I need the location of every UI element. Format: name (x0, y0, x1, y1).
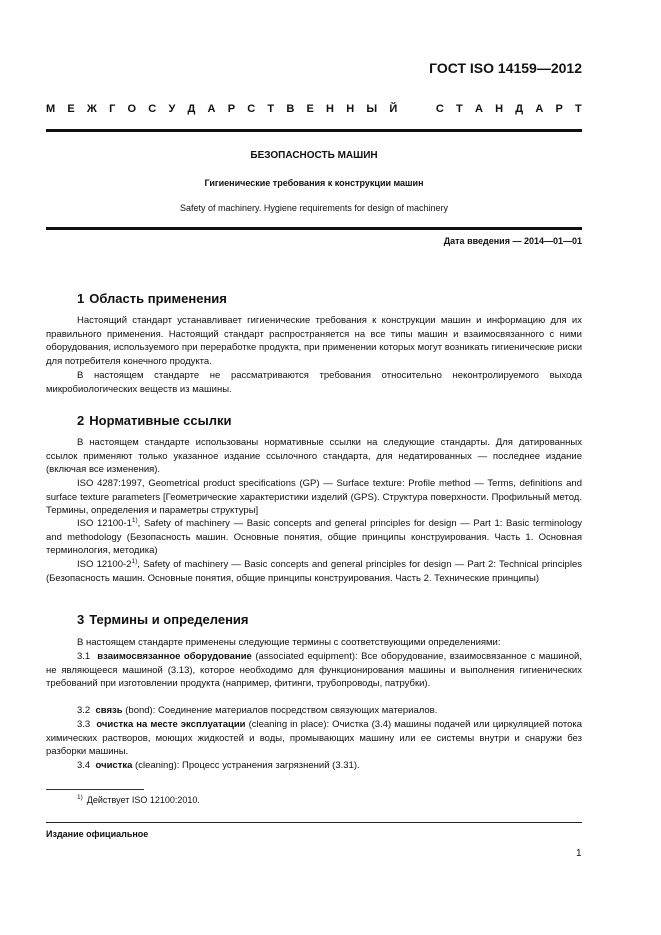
banner-letter: Д (515, 103, 524, 115)
ref-text: , Safety of machinery — Basic concepts and general principles for design — Part 1: Basic terminology and methodology (Безопасность машин. Основные понятия, общие принципы конструирования. Часть 1. Основная терминология, методика) (46, 518, 583, 557)
banner-letter: Р (227, 103, 236, 115)
interstate-standard-letters (46, 103, 582, 115)
introduction-date: Дата введения — 2014—01—01 (443, 236, 582, 246)
section-2-heading (77, 413, 231, 428)
banner-letter: О (127, 103, 137, 115)
banner-letter: А (535, 103, 544, 115)
term-3-4 (46, 759, 582, 773)
banner-letter: Ж (86, 103, 97, 115)
scope-paragraph-1: Настоящий стандарт устанавливает гигиенические требования к конструкции машин и информацию для их правильного применения. Настоящий стандарт распространяется на все типы машин и взаимосвязанного с ними оборудования, используемого при переработке продукта, при применении которых могут возникать гигиенические риски для потребителя конечного продукта. (46, 315, 582, 367)
standard-title-english: Safety of machinery. Hygiene requirements for design of machinery (180, 203, 448, 213)
official-edition-label: Издание официальное (46, 829, 149, 839)
page-number: 1 (576, 848, 582, 859)
term-number: 3.4 (77, 760, 91, 771)
banner-letter: Й (389, 103, 398, 115)
header-rule (46, 129, 582, 132)
section-3-heading (77, 612, 249, 627)
refs-paragraph-iso12100-1 (46, 517, 582, 558)
footnote-rule (46, 789, 144, 790)
section-number: 3 (77, 612, 85, 627)
refs-paragraph-iso4287: ISO 4287:1997, Geometrical product specifications (GP) — Surface texture: Profile method — Terms, definitions and surface texture parameters [Геометрические характеристики изделий (GPS). Структура поверхности. Профильный метод. Термины, определения и параметры структуры] (46, 478, 582, 517)
term-name: взаимосвязанное оборудование (97, 651, 252, 662)
banner-letter: Т (267, 103, 275, 115)
term-number: 3.3 (77, 719, 91, 730)
banner-letter: Т (575, 103, 582, 115)
standard-title: БЕЗОПАСНОСТЬ МАШИН (250, 150, 378, 161)
ref-text: , Safety of machinery — Basic concepts and general principles for design — Part 2: Technical principles (Безопасность машин. Основные понятия, общие принципы конструирования. Часть 2. Технические принципы) (46, 559, 582, 584)
section-1-heading (77, 291, 227, 306)
interstate-standard-banner (46, 103, 582, 115)
term-definition: (cleaning in place): Очистка (3.4) машины подачей или циркуляцией потока химических растворов, моющих жидкостей и воды, промывающих машину или ее системы внутри и снаружи без разборки машины. (46, 719, 583, 758)
banner-letter: Г (109, 103, 116, 115)
footnote (77, 794, 200, 805)
term-definition: (cleaning): Процесс устранения загрязнений (3.31). (132, 760, 360, 771)
section-title: Область применения (89, 291, 227, 306)
footnote-text: Действует ISO 12100:2010. (86, 795, 200, 805)
term-name: связь (95, 705, 123, 716)
banner-letter: Е (67, 103, 75, 115)
banner-letter: Ы (366, 103, 378, 115)
banner-letter: С (435, 103, 444, 115)
footer-rule (46, 822, 582, 823)
banner-letter (423, 103, 424, 115)
scope-paragraph-2: В настоящем стандарте не рассматриваются требования относительно неконтролируемого выхода микробиологических веществ из машины. (46, 370, 582, 395)
term-definition: (associated equipment): Все оборудование, взаимосвязанное с машиной, не являющееся машиной (3.13), которое необходимо для функционирования машины и выполнения гигиенических требований при изготовлении продукта (например, фитинги, трубопроводы, патрубки). (46, 651, 582, 690)
refs-paragraph-iso12100-2 (46, 558, 582, 585)
refs-paragraph-1: В настоящем стандарте использованы нормативные ссылки на следующие стандарты. Для датированных ссылок применяют только указанное издание ссылочного стандарта, для недатированных — последнее издание (включая все изменения). (46, 437, 582, 476)
section-number: 2 (77, 413, 85, 428)
banner-letter: Д (187, 103, 196, 115)
footnote-ref: 1) (131, 516, 138, 524)
ref-code: ISO 12100-1 (77, 518, 132, 529)
footnote-mark: 1) (77, 794, 83, 801)
banner-letter: А (207, 103, 216, 115)
banner-letter: Н (326, 103, 334, 115)
section-title: Нормативные ссылки (89, 413, 232, 428)
banner-letter: Е (306, 103, 314, 115)
ref-code: ISO 12100-2 (77, 559, 132, 570)
term-name: очистка (95, 760, 133, 771)
standard-subtitle: Гигиенические требования к конструкции машин (204, 178, 424, 188)
banner-letter: В (286, 103, 295, 115)
banner-letter: А (474, 103, 483, 115)
banner-letter: М (46, 103, 56, 115)
term-number: 3.1 (77, 651, 91, 662)
footnote-ref: 1) (131, 557, 138, 565)
title-rule (46, 227, 582, 230)
standard-id: ГОСТ ISO 14159—2012 (429, 60, 582, 76)
banner-letter: С (148, 103, 157, 115)
term-3-2 (46, 704, 582, 718)
banner-letter: Т (456, 103, 463, 115)
banner-letter (409, 103, 410, 115)
section-number: 1 (77, 291, 85, 306)
term-name: очистка на месте эксплуатации (96, 719, 246, 730)
banner-letter: С (247, 103, 256, 115)
terms-intro: В настоящем стандарте применены следующие термины с соответствующими определениями: (77, 637, 501, 648)
term-3-1 (46, 650, 582, 691)
banner-letter: Р (555, 103, 563, 115)
term-number: 3.2 (77, 705, 91, 716)
section-title: Термины и определения (89, 612, 249, 627)
term-3-3 (46, 718, 582, 759)
banner-letter: У (168, 103, 176, 115)
term-definition: (bond): Соединение материалов посредством связующих материалов. (122, 705, 438, 716)
banner-letter: Н (495, 103, 504, 115)
banner-letter: Н (346, 103, 355, 115)
